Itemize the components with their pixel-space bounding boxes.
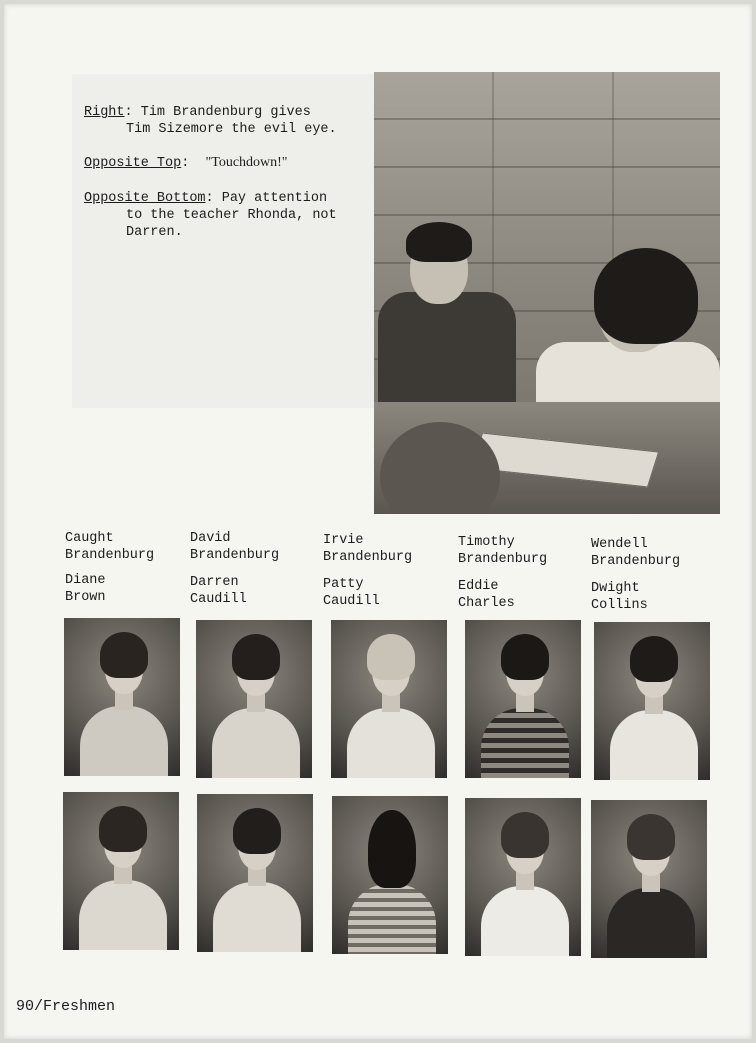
caption-right-line2: Tim Sizemore the evil eye. (126, 122, 337, 137)
last-name: Brandenburg (458, 552, 548, 567)
portrait-timothy-brandenburg (465, 620, 581, 778)
first-name: Irvie (323, 533, 364, 548)
name-row1-col5 (591, 536, 680, 570)
portrait-david-brandenburg (196, 620, 312, 778)
caption-opposite-bottom-line2: to the teacher Rhonda, not (126, 208, 337, 223)
caption-opposite-top (84, 154, 288, 172)
first-name: Darren (190, 575, 239, 590)
last-name: Brandenburg (190, 548, 280, 563)
name-row1-col2 (190, 530, 279, 564)
portrait-dwight-collins (591, 800, 707, 958)
last-name: Brown (65, 590, 106, 605)
portrait-irvie-brandenburg (331, 620, 447, 778)
caption-opposite-top-quote: "Touchdown!" (205, 155, 288, 170)
caption-opposite-bottom-line1: : Pay attention (205, 191, 328, 206)
name-row2-col5 (591, 580, 648, 614)
first-name: Timothy (458, 535, 515, 550)
caption-opposite-bottom-label: Opposite Bottom (84, 191, 206, 206)
caption-opposite-bottom-line3: Darren. (126, 225, 183, 240)
last-name: Brandenburg (591, 554, 681, 569)
name-row2-col1 (65, 572, 106, 606)
last-name: Caudill (190, 592, 247, 607)
portrait-wendell-brandenburg (594, 622, 710, 780)
caption-opposite-bottom (84, 190, 337, 241)
caption-right-label: Right (84, 105, 125, 120)
portrait-diane-brown (63, 792, 179, 950)
yearbook-page (4, 4, 752, 1039)
classroom-photo (374, 72, 720, 514)
name-row1-col3 (323, 532, 412, 566)
caption-right (84, 104, 337, 138)
first-name: Eddie (458, 579, 499, 594)
first-name: Dwight (591, 581, 640, 596)
last-name: Caudill (323, 594, 380, 609)
portrait-eddie-charles (465, 798, 581, 956)
portrait-patty-caudill (332, 796, 448, 954)
first-name: Diane (65, 573, 106, 588)
portrait-darren-caudill (197, 794, 313, 952)
name-row1-col1 (65, 530, 154, 564)
name-row1-col4 (458, 534, 547, 568)
last-name: Brandenburg (323, 550, 413, 565)
last-name: Brandenburg (65, 548, 155, 563)
caption-box (72, 74, 376, 408)
first-name: David (190, 531, 231, 546)
caption-opposite-top-sep: : (181, 156, 206, 171)
first-name: Patty (323, 577, 364, 592)
first-name: Caught (65, 531, 114, 546)
first-name: Wendell (591, 537, 648, 552)
page-folio: 90/Freshmen (16, 998, 116, 1015)
last-name: Charles (458, 596, 515, 611)
name-row2-col3 (323, 576, 380, 610)
name-row2-col4 (458, 578, 515, 612)
caption-opposite-top-label: Opposite Top (84, 156, 182, 171)
last-name: Collins (591, 598, 648, 613)
caption-right-line1: : Tim Brandenburg gives (124, 105, 311, 120)
portrait-caught-brandenburg (64, 618, 180, 776)
name-row2-col2 (190, 574, 247, 608)
